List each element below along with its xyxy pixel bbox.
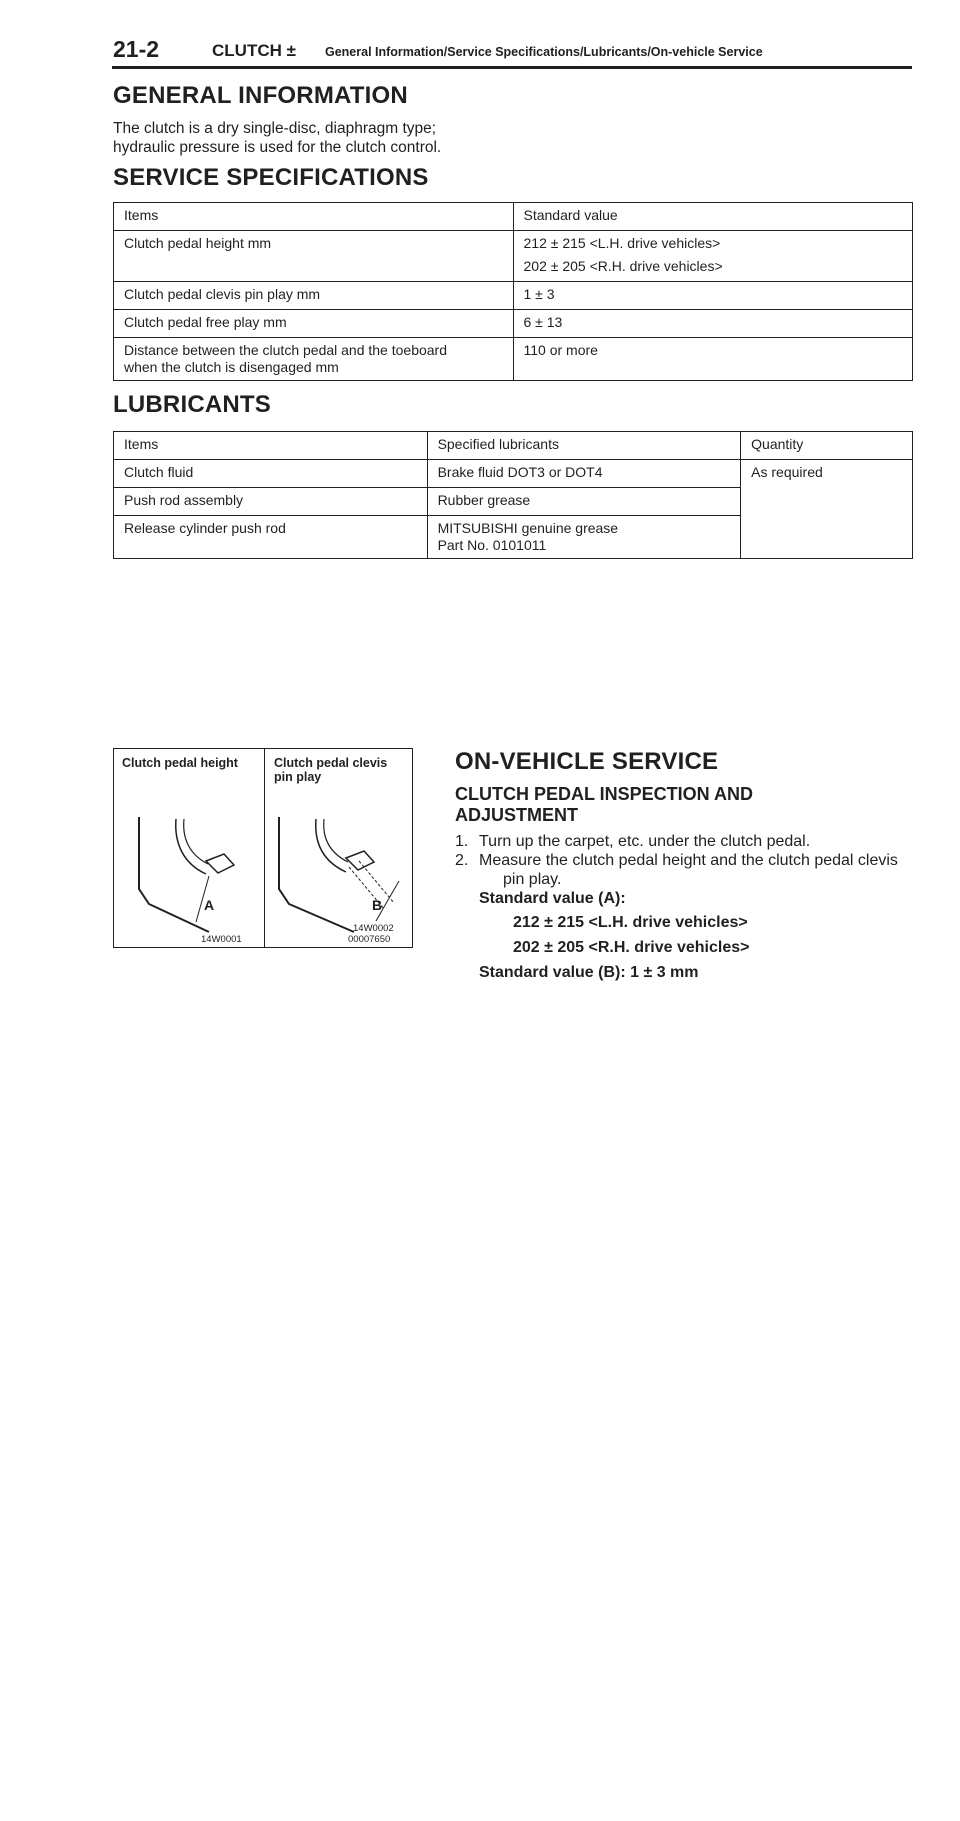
step-text-continued: pin play. [503, 871, 562, 888]
cell-lubricant-line: Part No. 0101011 [437, 537, 547, 553]
standard-value-a-lh: 212 ± 215 <L.H. drive vehicles> [513, 914, 748, 931]
section-subtitle: General Information/Service Specifications/Lubricants/On-vehicle Service [325, 45, 763, 59]
header-rule [112, 66, 912, 69]
figure-code-right-2: 00007650 [348, 934, 391, 945]
pedal-arm-right-outer [316, 819, 346, 872]
cell-item-line: when the clutch is disengaged mm [124, 359, 339, 375]
cell-lubricant: Rubber grease [427, 488, 741, 516]
procedure-steps [455, 832, 915, 982]
step-number: 1. [455, 833, 469, 850]
general-information-text [113, 119, 493, 157]
label-b: B [372, 897, 383, 913]
header-cell-items: Items [114, 432, 428, 460]
clevis-pin-drawing [279, 817, 399, 932]
cell-lubricant-line: MITSUBISHI genuine grease [437, 520, 619, 536]
table-header-row [114, 432, 913, 460]
table-row [114, 338, 913, 381]
cell-item: Clutch pedal clevis pin play mm [114, 282, 514, 310]
header-cell-standard-value: Standard value [513, 203, 913, 231]
service-specifications-heading: SERVICE SPECIFICATIONS [113, 164, 429, 191]
on-vehicle-service-heading: ON-VEHICLE SERVICE [455, 748, 719, 775]
general-information-heading: GENERAL INFORMATION [113, 82, 408, 109]
pedal-pad-left [206, 854, 234, 873]
cell-value-line: 212 ± 215 <L.H. drive vehicles> [523, 235, 721, 251]
step-2 [455, 851, 915, 889]
cell-value: 6 ± 13 [513, 310, 913, 338]
figure-code-left: 14W0001 [201, 934, 242, 945]
standard-value-b: Standard value (B): 1 ± 3 mm [479, 964, 699, 981]
header-cell-specified-lubricants: Specified lubricants [427, 432, 741, 460]
pedal-arm-left-outer [176, 819, 206, 874]
cell-item: Clutch fluid [114, 460, 428, 488]
section-title: CLUTCH ± [212, 41, 296, 60]
cell-lubricant: Brake fluid DOT3 or DOT4 [427, 460, 741, 488]
cell-item-line: Distance between the clutch pedal and the toeboard [124, 342, 448, 358]
step-text: Measure the clutch pedal height and the clutch pedal clevis [479, 852, 898, 869]
service-specifications-table [113, 202, 913, 381]
cell-item: Push rod assembly [114, 488, 428, 516]
pedal-height-drawing [139, 817, 234, 932]
figure-caption-pedal-height: Clutch pedal height [122, 756, 238, 770]
clutch-pedal-figure [113, 748, 413, 948]
pedal-arm-left-inner [184, 819, 208, 864]
standard-value-a-label: Standard value (A): [479, 890, 626, 907]
figure-code-right: 14W0002 [353, 923, 394, 934]
cell-item: Clutch pedal free play mm [114, 310, 514, 338]
table-row [114, 310, 913, 338]
header-cell-items: Items [114, 203, 514, 231]
cell-item: Clutch pedal height mm [114, 231, 514, 282]
subheading-line: CLUTCH PEDAL INSPECTION AND [455, 784, 754, 804]
standard-value-a-rh: 202 ± 205 <R.H. drive vehicles> [513, 939, 750, 956]
page-number: 21-2 [113, 36, 160, 62]
step-text: Turn up the carpet, etc. under the clutch pedal. [479, 833, 811, 850]
clutch-pedal-inspection-heading [455, 784, 753, 826]
table-row [114, 282, 913, 310]
header-cell-quantity: Quantity [741, 432, 913, 460]
label-a: A [204, 897, 215, 913]
table-row [114, 460, 913, 488]
cell-value: 1 ± 3 [513, 282, 913, 310]
step-number: 2. [455, 852, 469, 869]
general-information-line-1: The clutch is a dry single-disc, diaphragm type; [113, 120, 437, 137]
figure-caption-line: Clutch pedal clevis [274, 756, 388, 770]
pedal-pad-right [346, 851, 374, 870]
step-1 [455, 832, 915, 851]
general-information-line-2: hydraulic pressure is used for the clutch control. [113, 139, 442, 156]
cell-value-line: 202 ± 205 <R.H. drive vehicles> [523, 258, 723, 274]
figure-caption-line: pin play [274, 770, 322, 784]
cell-item [114, 338, 514, 381]
table-row [114, 231, 913, 282]
cell-item: Release cylinder push rod [114, 516, 428, 559]
pedal-arm-right-inner [324, 819, 348, 862]
lubricants-table [113, 431, 913, 559]
subheading-line: ADJUSTMENT [455, 805, 579, 825]
clutch-pedal-drawing [114, 749, 412, 947]
cell-value: 110 or more [513, 338, 913, 381]
lubricants-heading: LUBRICANTS [113, 391, 271, 418]
table-header-row [114, 203, 913, 231]
cell-lubricant [427, 516, 741, 559]
cell-value [513, 231, 913, 282]
cell-quantity: As required [741, 460, 913, 559]
